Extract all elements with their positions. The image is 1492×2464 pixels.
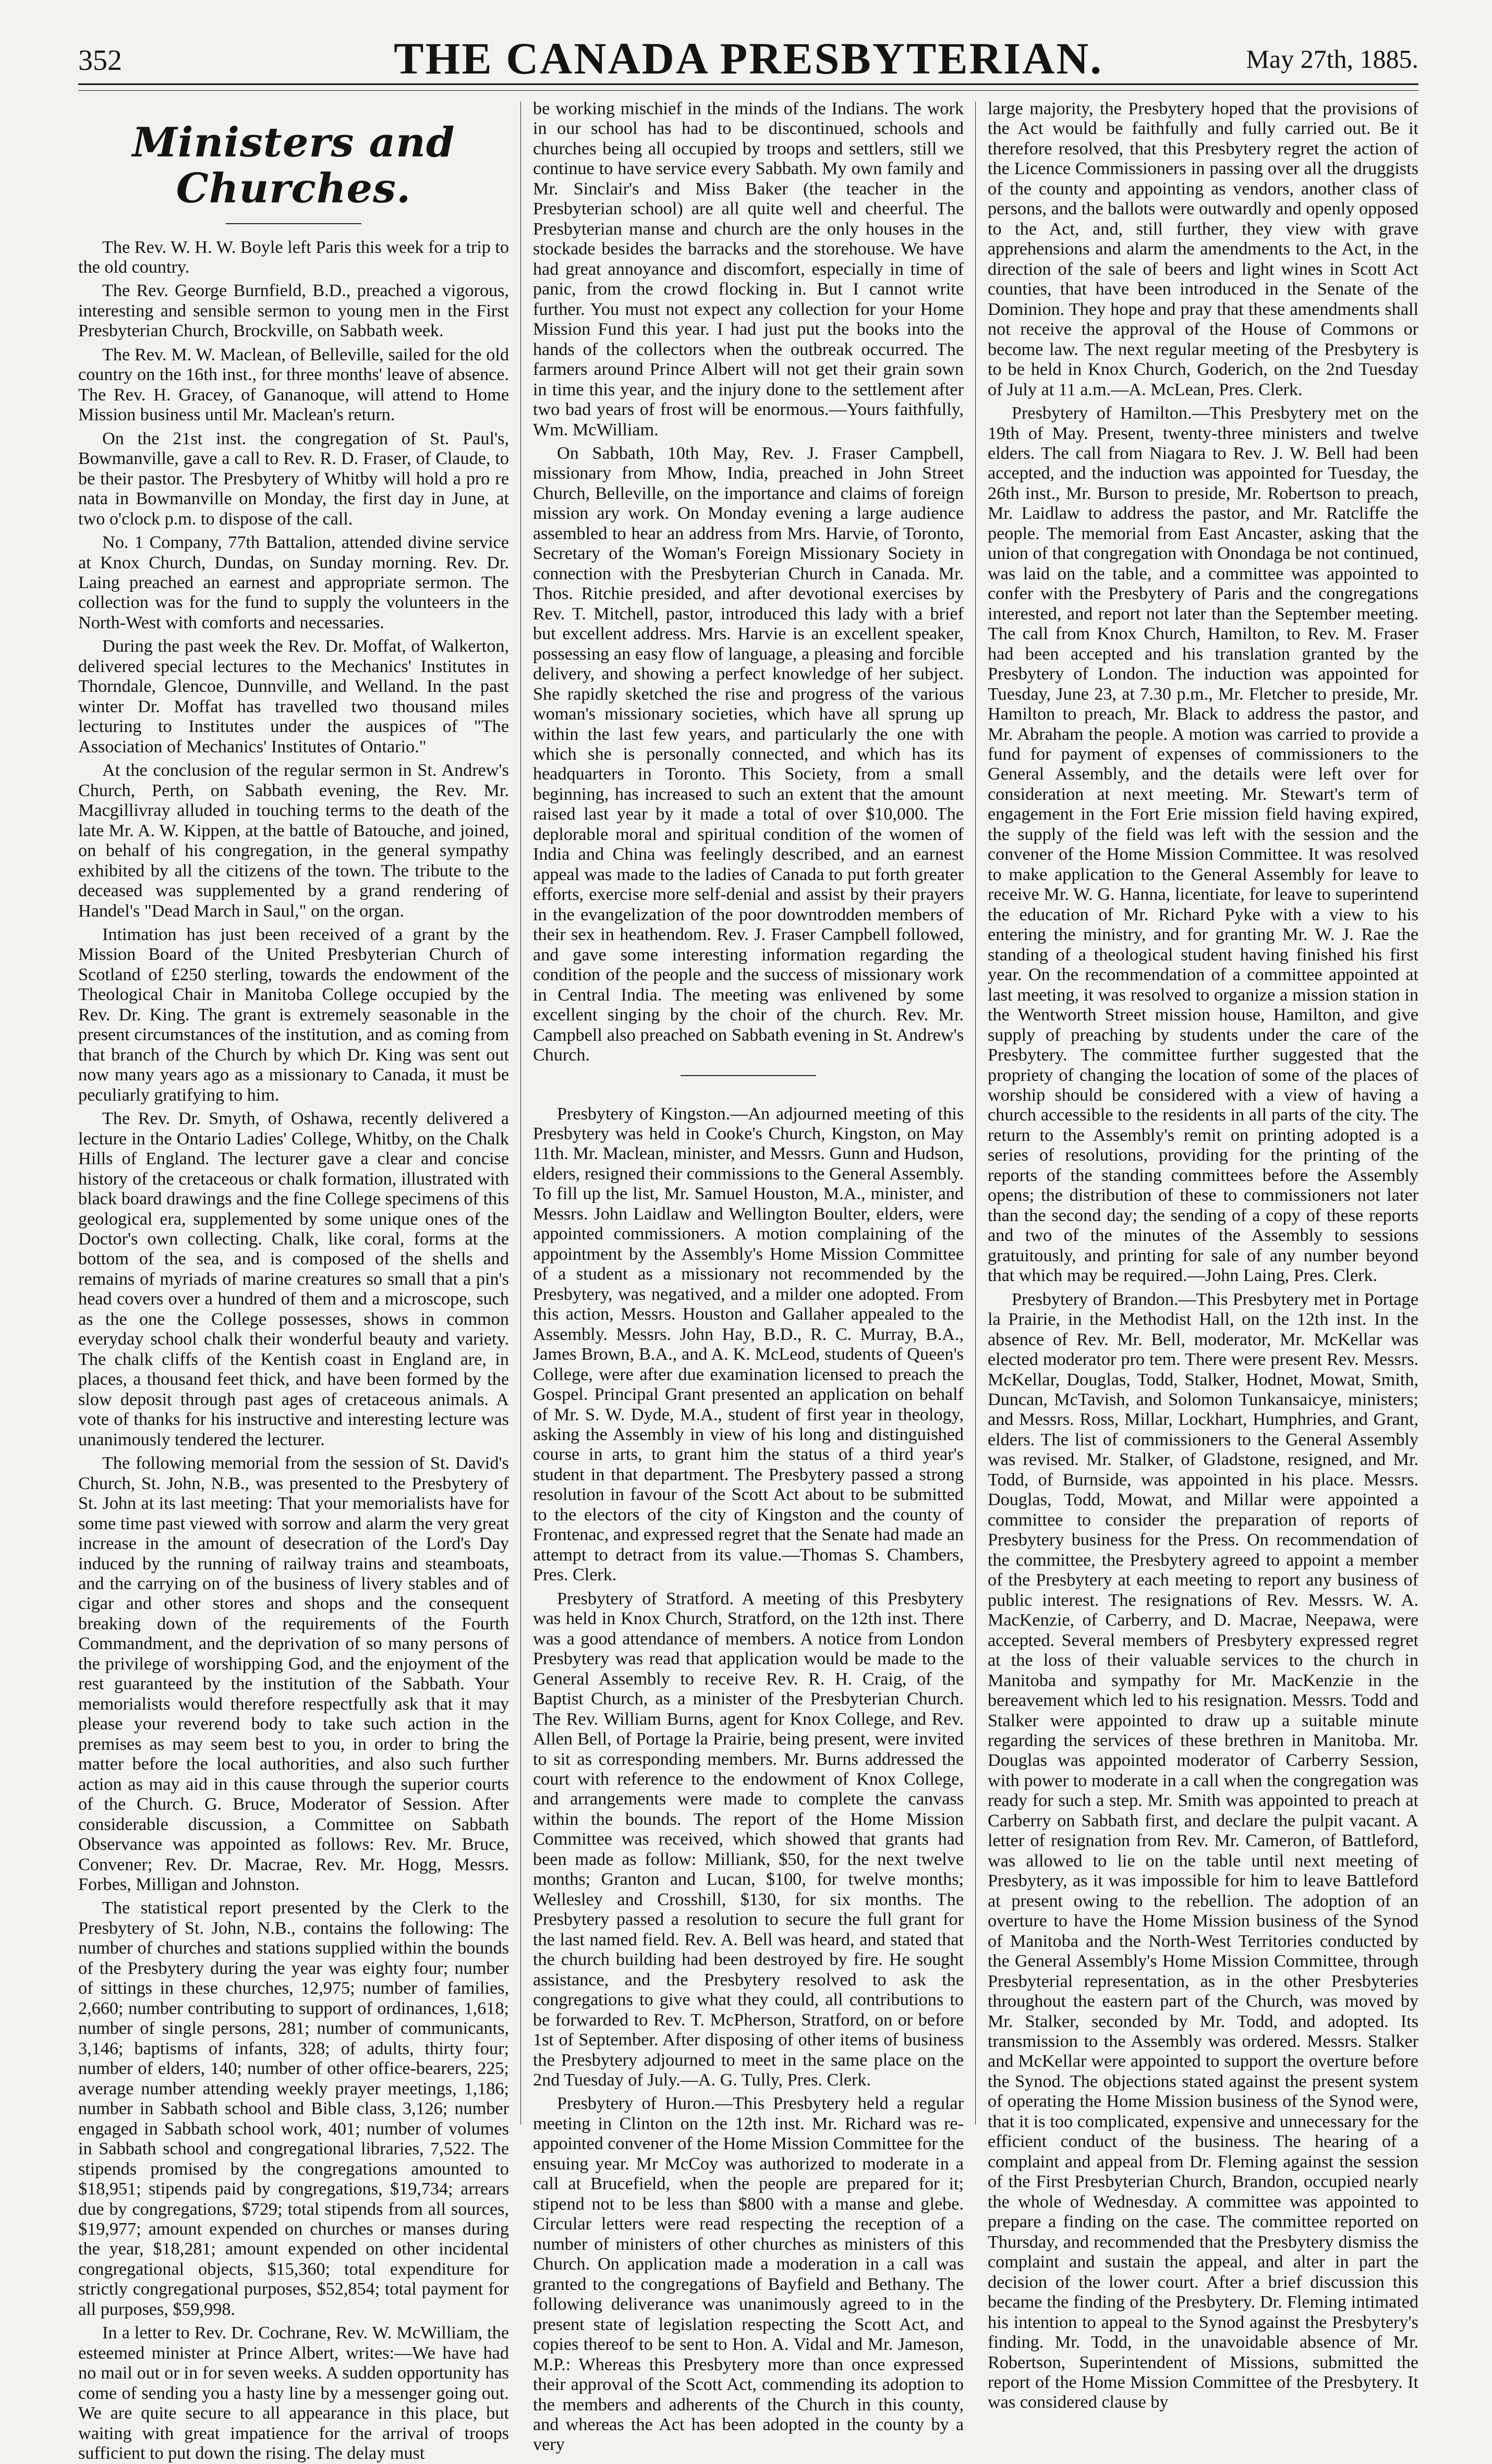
news-paragraph: In a letter to Rev. Dr. Cochrane, Rev. W. McWilliam, the esteemed minister at Prince Albert, writes:—We have had no mail out or in for seven weeks. A sudden opportunity has come of sending you a hasty line by a messenger going out. We are quite secure to all appearance in this place, but waiting with great impatience for the arrival of troops sufficient to put down the rising. The delay must	[78, 2323, 509, 2463]
page-header	[78, 23, 1418, 83]
news-paragraph: Intimation has just been received of a grant by the Mission Board of the United Presbyterian Church of Scotland of £250 sterling, towards the endowment of the Theological Chair in Manitoba College occupied by the Rev. Dr. King. The grant is extremely seasonable in the present circumstances of the institution, and as coming from that branch of the Church by which Dr. King was sent out now many years ago as a missionary to Canada, it must be peculiarly gratifying to him.	[78, 924, 509, 1105]
presbytery-report-hamilton: Presbytery of Hamilton.—This Presbytery met on the 19th of May. Present, twenty-three ministers and twelve elders. The call from Niagara to Rev. J. W. Bell had been accepted, and the induction was appointed for Tuesday, the 26th inst., Mr. Burson to preside, Mr. Robertson to preach, Mr. Laidlaw to address the pastor, and Mr. Ratcliffe the people. The memorial from East Ancaster, asking that the union of that congregation with Onondaga be not continued, was laid on the table, and a committee was appointed to confer with the Presbytery of Paris and the congregations interested, and report not later than the September meeting. The call from Knox Church, Hamilton, to Rev. M. Fraser had been accepted and his translation granted by the Presbytery of London. The induction was appointed for Tuesday, June 23, at 7.30 p.m., Mr. Fletcher to preside, Mr. Hamilton to preach, Mr. Black to address the pastor, and Mr. Abraham the people. A motion was carried to provide a fund for payment of expenses of commissioners to the General Assembly, and the details were left over for consideration at next meeting. Mr. Stewart's term of engagement in the Fort Erie mission field having expired, the supply of the field was left with the session and the convener of the Home Mission Committee. It was resolved to make application to the General Assembly for leave to receive Mr. W. G. Hanna, licentiate, for leave to superintend the education of Mr. Richard Pyke with a view to his entering the ministry, and for granting Mr. W. J. Rae the standing of a theological student having finished his first year. On the recommendation of a committee appointed at last meeting, it was resolved to organize a mission station in the Wentworth Street mission house, Hamilton, and give supply of preaching by students under the care of the Presbytery. The committee further suggested that the propriety of changing the location of some of the places of worship should be considered with a view of having a church accessible to the residents in all parts of the city. The return to the Assembly's remit on printing adopted is a series of resolutions, providing for the printing of the reports of the standing committees before the Assembly opens; the distribution of these to commissioners not later than the second day; the sending of a copy of these reports and two of the minutes of the Assembly to sessions gratuitously, and printing for sale of any number beyond that which may be required.—John Laing, Pres. Clerk.	[988, 404, 1418, 1286]
news-paragraph: The Rev. M. W. Maclean, of Belleville, sailed for the old country on the 16th inst., for three months' leave of absence. The Rev. H. Gracey, of Gananoque, will attend to Home Mission business until Mr. Maclean's return.	[78, 345, 509, 425]
news-paragraph: During the past week the Rev. Dr. Moffat, of Walkerton, delivered special lectures to the Mechanics' Institutes in Thorndale, Glencoe, Dunnville, and Welland. In the past winter Dr. Moffat has travelled two thousand miles lecturing to Institutes under the auspices of "The Association of Mechanics' Institutes of Ontario."	[78, 637, 509, 757]
column-3	[988, 99, 1418, 2412]
issue-date: May 27th, 1885.	[1246, 44, 1418, 74]
news-paragraph: At the conclusion of the regular sermon in St. Andrew's Church, Perth, on Sabbath evening, the Rev. Mr. Macgillivray alluded in touching terms to the death of the late Mr. A. W. Kippen, at the battle of Batouche, and joined, on behalf of his congregation, in the general sympathy exhibited by all the citizens of the town. The tribute to the deceased was supplemented by a grand rendering of Handel's "Dead March in Saul," on the organ.	[78, 761, 509, 921]
column-divider	[975, 102, 976, 2125]
column-2	[533, 99, 964, 2455]
news-paragraph: be working mischief in the minds of the Indians. The work in our school has had to be discontinued, schools and churches being all occupied by troops and settlers, still we continue to have service every Sabbath. My own family and Mr. Sinclair's and Miss Baker (the teacher in the Presbyterian school) are all quite well and cheerful. The Presbyterian manse and church are the only houses in the stockade besides the barracks and the storehouse. We have had great annoyance and discomfort, especially in time of panic, from the crowd flocking in. But I cannot write further. You must not expect any collection for your Home Mission Fund this year. I had just put the books into the hands of the collectors when the outbreak occurred. The farmers around Prince Albert will not get their grain sown in time this year, and the injury done to the settlement after two bad years of frost will be enormous.—Yours faithfully, Wm. McWilliam.	[533, 99, 964, 440]
presbytery-report-huron: Presbytery of Huron.—This Presbytery held a regular meeting in Clinton on the 12th inst. Mr. Richard was re-appointed convener of the Home Mission Committee for the ensuing year. Mr McCoy was authorized to moderate in a call at Brucefield, when the people are prepared for it; stipend not to be less than $800 with a manse and glebe. Circular letters were read respecting the reception of a number of ministers of other churches as ministers of this Church. On application made a moderation in a call was granted to the congregations of Bayfield and Bethany. The following deliverance was unanimously agreed to in the present state of legislation respecting the Scott Act, and copies thereof to be sent to Hon. A. Vidal and Mr. Jameson, M.P.: Whereas this Presbytery more than once expressed their approval of the Scott Act, commending its adoption to the members and adherents of the Church in this county, and whereas the Act has been adopted in the county by a very	[533, 2094, 964, 2455]
header-rule	[78, 83, 1418, 91]
column-divider	[520, 102, 521, 2125]
news-paragraph: The Rev. George Burnfield, B.D., preached a vigorous, interesting and sensible sermon to young men in the First Presbyterian Church, Brockville, on Sabbath week.	[78, 281, 509, 341]
presbytery-report-stratford: Presbytery of Stratford. A meeting of this Presbytery was held in Knox Church, Stratford, on the 12th inst. There was a good attendance of members. A notice from London Presbytery was read that application would be made to the General Assembly to receive Rev. R. H. Craig, of the Baptist Church, as a minister of the Presbyterian Church. The Rev. William Burns, agent for Knox College, and Rev. Allen Bell, of Portage la Prairie, being present, were invited to sit as corresponding members. Mr. Burns addressed the court with reference to the endowment of Knox College, and arrangements were made to complete the canvass within the bounds. The report of the Home Mission Committee was received, which showed that grants had been made as follow: Milliank, $50, for the next twelve months; Granton and Lucan, $100, for twelve months; Wellesley and Crosshill, $130, for six months. The Presbytery passed a resolution to secure the full grant for the last named field. Rev. A. Bell was heard, and stated that the church building had been destroyed by fire. He sought assistance, and the Presbytery resolved to ask the congregations to give what they could, all contributions to be forwarded to Rev. T. McPherson, Stratford, on or before 1st of September. After disposing of other items of business the Presbytery adjourned to meet in the same place on the 2nd Tuesday of July.—A. G. Tully, Pres. Clerk.	[533, 1589, 964, 2090]
section-heading: Ministers and Churches.	[132, 119, 455, 212]
heading-rule	[226, 223, 361, 224]
news-paragraph: The statistical report presented by the Clerk to the Presbytery of St. John, N.B., contains the following: The number of churches and stations supplied within the bounds of the Presbytery during the year was eighty four; number of sittings in these churches, 12,975; number of families, 2,660; number contributing to support of ordinances, 1,618; number of single persons, 281; number of communicants, 3,146; baptisms of infants, 328; of adults, thirty four; number of elders, 140; number of other office-bearers, 225; average number attending weekly prayer meetings, 1,186; number in Sabbath school and Bible class, 3,126; number engaged in Sabbath school work, 401; number of volumes in Sabbath school and congregational libraries, 7,522. The stipends promised by the congregations amounted to $18,951; stipends paid by congregations, $19,734; arrears due by congregations, $729; total stipends from all sources, $19,977; amount expended on churches or manses during the year, $18,281; amount expended on other incidental congregational objects, $15,360; total expenditure for strictly congregational purposes, $52,854; total payment for all purposes, $59,998.	[78, 1898, 509, 2319]
masthead-title: THE CANADA PRESBYTERIAN.	[394, 33, 1103, 83]
article-separator	[681, 1075, 816, 1076]
news-paragraph: On Sabbath, 10th May, Rev. J. Fraser Campbell, missionary from Mhow, India, preached in John Street Church, Belleville, on the importance and claims of foreign mission ary work. On Monday evening a large audience assembled to hear an address from Mrs. Harvie, of Toronto, Secretary of the Woman's Foreign Missionary Society in connection with the Presbyterian Church in Canada. Mr. Thos. Ritchie presided, and after devotional exercises by Rev. T. Mitchell, pastor, introduced this lady with a brief but excellent address. Mrs. Harvie is an excellent speaker, possessing an easy flow of language, a pleasing and forcible delivery, and showing a perfect knowledge of her subject. She rapidly sketched the rise and progress of the various woman's missionary societies, which have all sprung up within the last few years, and particularly the one with which she is personally connected, and which has its headquarters in Toronto. This Society, from a small beginning, has increased to such an extent that the amount raised last year by it made a total of over $10,000. The deplorable moral and spiritual condition of the women of India and China was feelingly described, and an earnest appeal was made to the ladies of Canada to put forth greater efforts, exercise more self-denial and assist by their prayers in the evangelization of the poor downtrodden members of their sex in heathendom. Rev. J. Fraser Campbell followed, and gave some interesting information regarding the condition of the people and the success of missionary work in Central India. The meeting was enlivened by some excellent singing by the choir of the church. Rev. Mr. Campbell also preached on Sabbath evening in St. Andrew's Church.	[533, 443, 964, 1065]
news-paragraph: On the 21st inst. the congregation of St. Paul's, Bowmanville, gave a call to Rev. R. D. Fraser, of Claude, to be their pastor. The Presbytery of Whitby will hold a pro re nata in Bowmanville on Monday, the first day in June, at two o'clock p.m. to dispose of the call.	[78, 429, 509, 529]
news-paragraph: The Rev. Dr. Smyth, of Oshawa, recently delivered a lecture in the Ontario Ladies' College, Whitby, on the Chalk Hills of England. The lecturer gave a clear and concise history of the cretaceous or chalk formation, illustrated with black board drawings and the fine College specimens of this geological era, supplemented by some unique ones of the Doctor's own collecting. Chalk, like coral, forms at the bottom of the sea, and is composed of the shells and remains of myriads of marine creatures so small that a pin's head covers over a hundred of them and a microscope, such as the one the College possesses, shows in common everyday school chalk their wonderful beauty and variety. The chalk cliffs of the Kentish coast in England are, in places, a thousand feet thick, and have been formed by the slow deposit through past ages of cretaceous animals. A vote of thanks for his instructive and interesting lecture was unanimously tendered the lecturer.	[78, 1109, 509, 1449]
presbytery-report-kingston: Presbytery of Kingston.—An adjourned meeting of this Presbytery was held in Cooke's Church, Kingston, on May 11th. Mr. Maclean, minister, and Messrs. Gunn and Hudson, elders, resigned their commissions to the General Assembly. To fill up the list, Mr. Samuel Houston, M.A., minister, and Messrs. John Laidlaw and Wellington Boulter, elders, were appointed commissioners. A motion complaining of the appointment by the Assembly's Home Mission Committee of a student as a missionary not recommended by the Presbytery, was negatived, and a milder one adopted. From this action, Messrs. Houston and Gallaher appealed to the Assembly. Messrs. John Hay, B.D., R. C. Murray, B.A., James Brown, B.A., and A. K. McLeod, students of Queen's College, were after due examination licensed to preach the Gospel. Principal Grant presented an application on behalf of Mr. S. W. Dyde, M.A., student of first year in theology, asking the Assembly in view of his long and distinguished course in arts, to grant him the status of a third year's student in that department. The Presbytery passed a strong resolution in favour of the Scott Act about to be submitted to the electors of the city of Kingston and the county of Frontenac, and expressed regret that the Senate had made an attempt to detract from its value.—Thomas S. Chambers, Pres. Clerk.	[533, 1104, 964, 1585]
news-paragraph: large majority, the Presbytery hoped that the provisions of the Act would be faithfully and fully carried out. Be it therefore resolved, that this Presbytery regret the action of the Licence Commissioners in passing over all the druggists of the county and appointing as vendors, another class of persons, and the ballots were outwardly and openly opposed to the Act, and, still further, they view with grave apprehensions and alarm the amendments to the Act, in the direction of the sale of beers and light wines in Scott Act counties, that have been introduced in the Senate of the Dominion. They hope and pray that these amendments shall not receive the approval of the House of Commons or become law. The next regular meeting of the Presbytery is to be held in Knox Church, Goderich, on the 2nd Tuesday of July at 11 a.m.—A. McLean, Pres. Clerk.	[988, 99, 1418, 399]
page-number: 352	[78, 44, 122, 77]
presbytery-report-brandon: Presbytery of Brandon.—This Presbytery met in Portage la Prairie, in the Methodist Hall, on the 12th inst. In the absence of Rev. Mr. Bell, moderator, Mr. McKellar was elected moderator pro tem. There were present Rev. Messrs. McKellar, Douglas, Todd, Stalker, Hodnet, Mowat, Smith, Duncan, McTavish, and Solomon Tunkansaicye, ministers; and Messrs. Ross, Millar, Lockhart, Humphries, and Grant, elders. The list of commissioners to the General Assembly was revised. Mr. Stalker, of Gladstone, resigned, and Mr. Todd, of Burnside, was appointed in his place. Messrs. Douglas, Todd, Mowat, and Millar were appointed a committee to consider the preparation of reports of Presbytery business for the Press. On recommendation of the committee, the Presbytery agreed to appoint a member of the Presbytery at each meeting to report any business of public interest. The resignations of Rev. Messrs. W. A. MacKenzie, of Carberry, and D. Macrae, Neepawa, were accepted. Several members of Presbytery expressed regret at the loss of their valuable services to the church in Manitoba and sympathy for Mr. MacKenzie in the bereavement which led to his resignation. Messrs. Todd and Stalker were appointed to draw up a suitable minute regarding the services of these brethren in Manitoba. Mr. Douglas was appointed moderator of Carberry Session, with power to moderate in a call when the congregation was ready for such a step. Mr. Smith was appointed to preach at Carberry on Sabbath first, and declare the pulpit vacant. A letter of resignation from Rev. Mr. Cameron, of Battleford, was allowed to lie on the table until next meeting of Presbytery, as it was impossible for him to leave Battleford at present owing to the rebellion. The adoption of an overture to have the Home Mission business of the Synod of Manitoba and the North-West Territories conducted by the General Assembly's Home Mission Committee, through Presbyterial representation, as in the other Presbyteries throughout the eastern part of the Church, was moved by Mr. Stalker, seconded by Mr. Todd, and adopted. Its transmission to the Assembly was ordered. Messrs. Stalker and McKellar were appointed to support the overture before the Synod. The objections stated against the present system of operating the Home Mission business of the Synod were, that it is too complicated, expensive and unnecessary for the efficient conduct of the business. The hearing of a complaint and appeal from Dr. Fleming against the session of the First Presbyterian Church, Brandon, occupied nearly the whole of Wednesday. A committee was appointed to prepare a finding on the case. The committee reported on Thursday, and recommended that the Presbytery dismiss the complaint and sustain the appeal, and alter in part the decision of the lower court. After a brief discussion this became the finding of the Presbytery. Dr. Fleming intimated his intention to appeal to the Synod against the Presbytery's finding. Mr. Todd, in the unavoidable absence of Mr. Robertson, Superintendent of Missions, submitted the report of the Home Mission Committee of the Presbytery. It was considered clause by	[988, 1289, 1418, 2412]
news-paragraph: The following memorial from the session of St. David's Church, St. John, N.B., was presented to the Presbytery of St. John at its last meeting: That your memorialists have for some time past viewed with sorrow and alarm the very great increase in the amount of desecration of the Lord's Day induced by the running of railway trains and steamboats, and the carrying on of the business of livery stables and of cigar and other stores and shops and the consequent breaking down of the requirements of the Fourth Commandment, and the deprivation of so many persons of the privilege of worshipping God, and the enjoyment of the rest guaranteed by the institution of the Sabbath. Your memorialists would therefore respectfully ask that it may please your reverend body to take such action in the premises as may seem best to you, in order to bring the matter before the local authorities, and also such further action as may aid in this cause through the superior courts of the Church. G. Bruce, Moderator of Session. After considerable discussion, a Committee on Sabbath Observance was appointed as follows: Rev. Mr. Bruce, Convener; Rev. Dr. Macrae, Rev. Mr. Hogg, Messrs. Forbes, Milligan and Johnston.	[78, 1454, 509, 1894]
news-paragraph: The Rev. W. H. W. Boyle left Paris this week for a trip to the old country.	[78, 237, 509, 277]
column-1	[78, 99, 509, 2463]
news-paragraph: No. 1 Company, 77th Battalion, attended divine service at Knox Church, Dundas, on Sunday morning. Rev. Dr. Laing preached an earnest and appropriate sermon. The collection was for the fund to supply the volunteers in the North-West with comforts and necessaries.	[78, 533, 509, 632]
